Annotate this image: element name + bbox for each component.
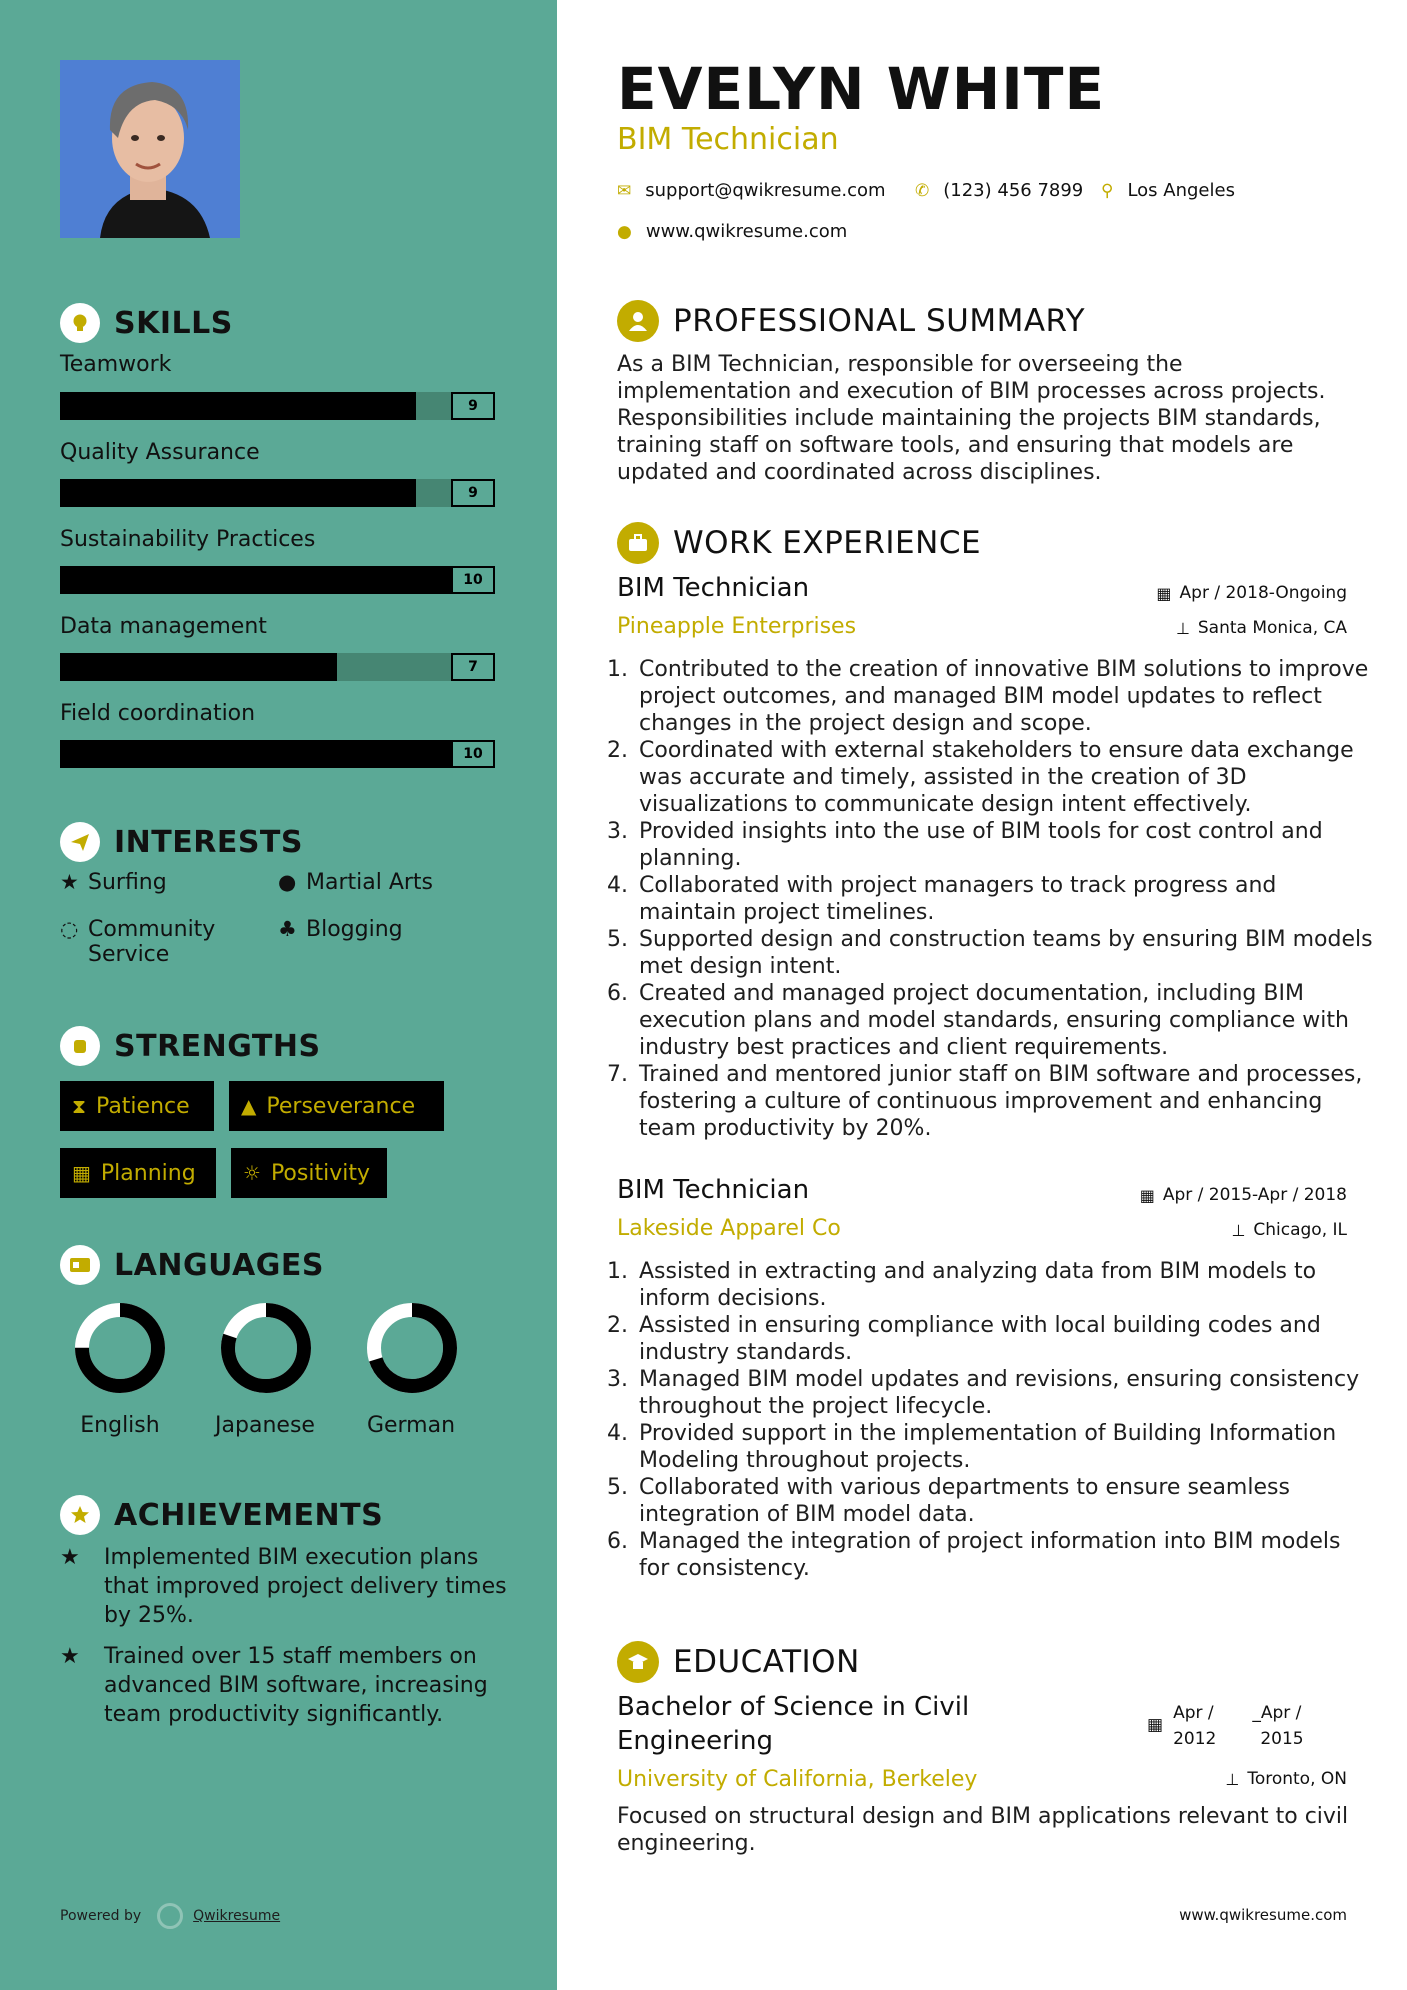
summary-title: PROFESSIONAL SUMMARY [673, 303, 1086, 339]
list-item: 3. Managed BIM model updates and revisions, ensuring consistency throughout the project lifecycle. [635, 1366, 1375, 1420]
candidate-role: BIM Technician [617, 122, 839, 157]
gear-icon: ☼ [243, 1161, 261, 1185]
job-location [1176, 618, 1347, 638]
qwikresume-logo-icon [157, 1903, 183, 1929]
achievement-text: Implemented BIM execution plans that improved project delivery times by 25%. [104, 1545, 507, 1628]
interest-item [60, 870, 167, 895]
hourglass-icon: ⧗ [72, 1094, 87, 1118]
job-responsibilities [617, 656, 1375, 1142]
skill-bar [60, 740, 495, 768]
strength-badge [60, 1081, 214, 1131]
skill-bar [60, 653, 495, 681]
pin-icon: ⊥ [1225, 1769, 1240, 1789]
skill-bar [60, 479, 495, 507]
list-item: 6. Managed the integration of project information into BIM models for consistency. [635, 1528, 1375, 1582]
language-label: German [366, 1413, 456, 1438]
achievement-text: Trained over 15 staff members on advanced BIM software, increasing team productivity significantly. [104, 1644, 488, 1727]
graduate-icon [617, 1641, 659, 1683]
education-start [1173, 1700, 1216, 1752]
languages-heading [60, 1245, 324, 1285]
degree-line: Bachelor of Science in Civil [617, 1692, 970, 1722]
achievement-item [60, 1543, 510, 1630]
skills-heading [60, 303, 233, 343]
skill-bar-fill [60, 653, 337, 681]
interest-label: Blogging [306, 917, 403, 942]
education-end-month: _Apr / [1252, 1703, 1302, 1723]
achievement-item [60, 1642, 510, 1729]
phone-icon: ✆ [915, 180, 930, 201]
language-ring [360, 1296, 464, 1400]
location-text: Los Angeles [1127, 180, 1235, 201]
skill-level: 7 [451, 653, 495, 681]
envelope-icon: ✉ [617, 180, 632, 201]
star-badge-icon [60, 1495, 100, 1535]
interests-heading [60, 822, 303, 862]
skill-bar [60, 392, 495, 420]
education-text: Focused on structural design and BIM applications relevant to civil engineering. [617, 1804, 1349, 1856]
job-dates-text: Apr / 2015-Apr / 2018 [1162, 1185, 1347, 1205]
footer-website[interactable]: www.qwikresume.com [1179, 1906, 1347, 1924]
summary-heading [617, 300, 1085, 342]
skill-level: 9 [451, 479, 495, 507]
skill-level: 10 [451, 740, 495, 768]
list-item: 7. Trained and mentored junior staff on BIM software and processes, fostering a culture of continuous improvement and enhancing team productivity by 20%. [635, 1061, 1375, 1142]
contact-location [1101, 180, 1235, 201]
list-item: 3. Provided insights into the use of BIM tools for cost control and planning. [635, 818, 1375, 872]
job-company: Pineapple Enterprises [617, 614, 857, 639]
briefcase-icon [617, 522, 659, 564]
candidate-name: EVELYN WHITE [617, 55, 1106, 123]
job-location [1231, 1220, 1347, 1240]
strength-label: Positivity [270, 1160, 370, 1186]
job-dates [1156, 583, 1347, 603]
list-item: 2. Assisted in ensuring compliance with local building codes and industry standards. [635, 1312, 1375, 1366]
summary-text: As a BIM Technician, responsible for overseeing the implementation and execution of BIM processes across projects. Responsibilities include maintaining the projects BIM standards, training staff on software tools, and ensuring that models are updated and coordinated across disciplines. [617, 352, 1326, 485]
education-end [1252, 1700, 1303, 1752]
map-pin-icon: ⚲ [1101, 180, 1114, 201]
fist-icon [60, 1026, 100, 1066]
interests-title: INTERESTS [114, 824, 303, 860]
skill-label: Field coordination [60, 701, 256, 726]
star-icon: ★ [60, 1545, 80, 1570]
powered-by [60, 1903, 280, 1929]
main-content [557, 0, 1407, 1990]
interest-label: Surfing [88, 870, 167, 895]
calendar-icon: ▦ [1139, 1185, 1155, 1205]
skills-title: SKILLS [114, 305, 233, 341]
job-location-text: Chicago, IL [1253, 1220, 1347, 1240]
globe-icon: ● [278, 870, 297, 894]
education-location [1225, 1769, 1347, 1789]
list-item: 4. Provided support in the implementation of Building Information Modeling throughout projects. [635, 1420, 1375, 1474]
interest-label: Martial Arts [306, 870, 434, 895]
skill-bar [60, 566, 495, 594]
calendar-icon: ▦ [1156, 583, 1172, 603]
job-title: BIM Technician [617, 573, 810, 603]
hiker-icon: ▲ [241, 1094, 257, 1118]
strength-badge [231, 1148, 387, 1198]
users-icon: ♣ [278, 917, 297, 941]
powered-by-label: Powered by [60, 1908, 142, 1924]
strength-badge [229, 1081, 444, 1131]
education-start-year: 2012 [1173, 1729, 1217, 1749]
list-item: 2. Coordinated with external stakeholders to ensure data exchange was accurate and timely, assisted in the creation of 3D visualizations to communicate design intent effectively. [635, 737, 1375, 818]
interest-item [278, 870, 433, 895]
skill-label: Quality Assurance [60, 440, 260, 465]
calendar-icon: ▦ [72, 1161, 91, 1185]
education-location-text: Toronto, ON [1247, 1769, 1347, 1789]
list-item: 1. Contributed to the creation of innovative BIM solutions to improve project outcomes, and managed BIM model updates to reflect changes in the project design and scope. [635, 656, 1375, 737]
shield-icon: ◌ [60, 917, 79, 941]
contact-website [617, 221, 847, 242]
strengths-heading [60, 1026, 321, 1066]
job-company: Lakeside Apparel Co [617, 1216, 841, 1241]
list-item: 5. Supported design and construction teams by ensuring BIM models met design intent. [635, 926, 1375, 980]
calendar-icon: ▦ [1147, 1715, 1164, 1735]
achievements-title: ACHIEVEMENTS [114, 1497, 384, 1533]
interest-label: Community Service [88, 917, 216, 967]
list-item: 4. Collaborated with project managers to track progress and maintain project timelines. [635, 872, 1375, 926]
list-item: 1. Assisted in extracting and analyzing data from BIM models to inform decisions. [635, 1258, 1375, 1312]
strength-label: Planning [100, 1160, 196, 1186]
pin-icon: ⊥ [1175, 618, 1190, 638]
education-title: EDUCATION [673, 1644, 860, 1680]
job-responsibilities [617, 1258, 1375, 1582]
skill-label: Data management [60, 614, 267, 639]
education-dates [1147, 1700, 1304, 1752]
skill-level: 9 [451, 392, 495, 420]
list-item: 6. Created and managed project documentation, including BIM execution plans and model standards, ensuring compliance with industry best practices and client requirements. [635, 980, 1375, 1061]
job-location-text: Santa Monica, CA [1197, 618, 1347, 638]
phone-text: (123) 456 7899 [943, 180, 1084, 201]
list-item: 5. Collaborated with various departments to ensure seamless integration of BIM model data. [635, 1474, 1375, 1528]
job-title: BIM Technician [617, 1175, 810, 1205]
degree-title [617, 1690, 969, 1758]
experience-title: WORK EXPERIENCE [673, 525, 982, 561]
job-dates-text: Apr / 2018-Ongoing [1179, 583, 1347, 603]
paper-plane-icon [60, 822, 100, 862]
degree-line: Engineering [617, 1726, 773, 1756]
email-text[interactable]: support@qwikresume.com [645, 180, 886, 201]
languages-title: LANGUAGES [114, 1247, 324, 1283]
language-ring-wrap [352, 1296, 472, 1404]
skill-level: 10 [451, 566, 495, 594]
sidebar [0, 0, 557, 1990]
language-ring-wrap [206, 1296, 326, 1404]
language-ring-wrap [60, 1296, 180, 1404]
skill-bar-fill [60, 392, 416, 420]
strength-label: Patience [96, 1093, 190, 1119]
education-heading [617, 1641, 860, 1683]
skill-label: Sustainability Practices [60, 527, 316, 552]
language-ring [68, 1296, 172, 1400]
contact-phone [915, 180, 1083, 201]
profile-photo [60, 60, 240, 238]
contact-email [617, 180, 886, 201]
achievements-heading [60, 1495, 383, 1535]
globe-icon: ● [617, 221, 632, 242]
strength-badge [60, 1148, 216, 1198]
language-label: Japanese [215, 1413, 315, 1438]
language-label: English [80, 1413, 160, 1438]
language-ring [214, 1296, 318, 1400]
skill-bar-fill [60, 740, 495, 768]
strength-label: Perseverance [266, 1093, 416, 1119]
education-start-month: Apr / [1173, 1703, 1214, 1723]
user-icon [617, 300, 659, 342]
education-school: University of California, Berkeley [617, 1767, 978, 1792]
star-icon: ★ [60, 870, 79, 894]
interest-item [278, 917, 403, 942]
lightbulb-icon [60, 303, 100, 343]
interest-item [60, 917, 260, 967]
skill-bar-fill [60, 566, 495, 594]
skill-label: Teamwork [60, 352, 172, 377]
strengths-title: STRENGTHS [114, 1028, 321, 1064]
education-end-year: 2015 [1260, 1729, 1304, 1749]
experience-heading [617, 522, 981, 564]
language-card-icon [60, 1245, 100, 1285]
star-icon: ★ [60, 1644, 80, 1669]
website-text[interactable]: www.qwikresume.com [645, 221, 848, 242]
skill-bar-fill [60, 479, 416, 507]
pin-icon: ⊥ [1231, 1220, 1246, 1240]
job-dates [1140, 1185, 1347, 1205]
portrait-image [60, 60, 240, 238]
qwikresume-link[interactable]: Qwikresume [193, 1908, 281, 1924]
